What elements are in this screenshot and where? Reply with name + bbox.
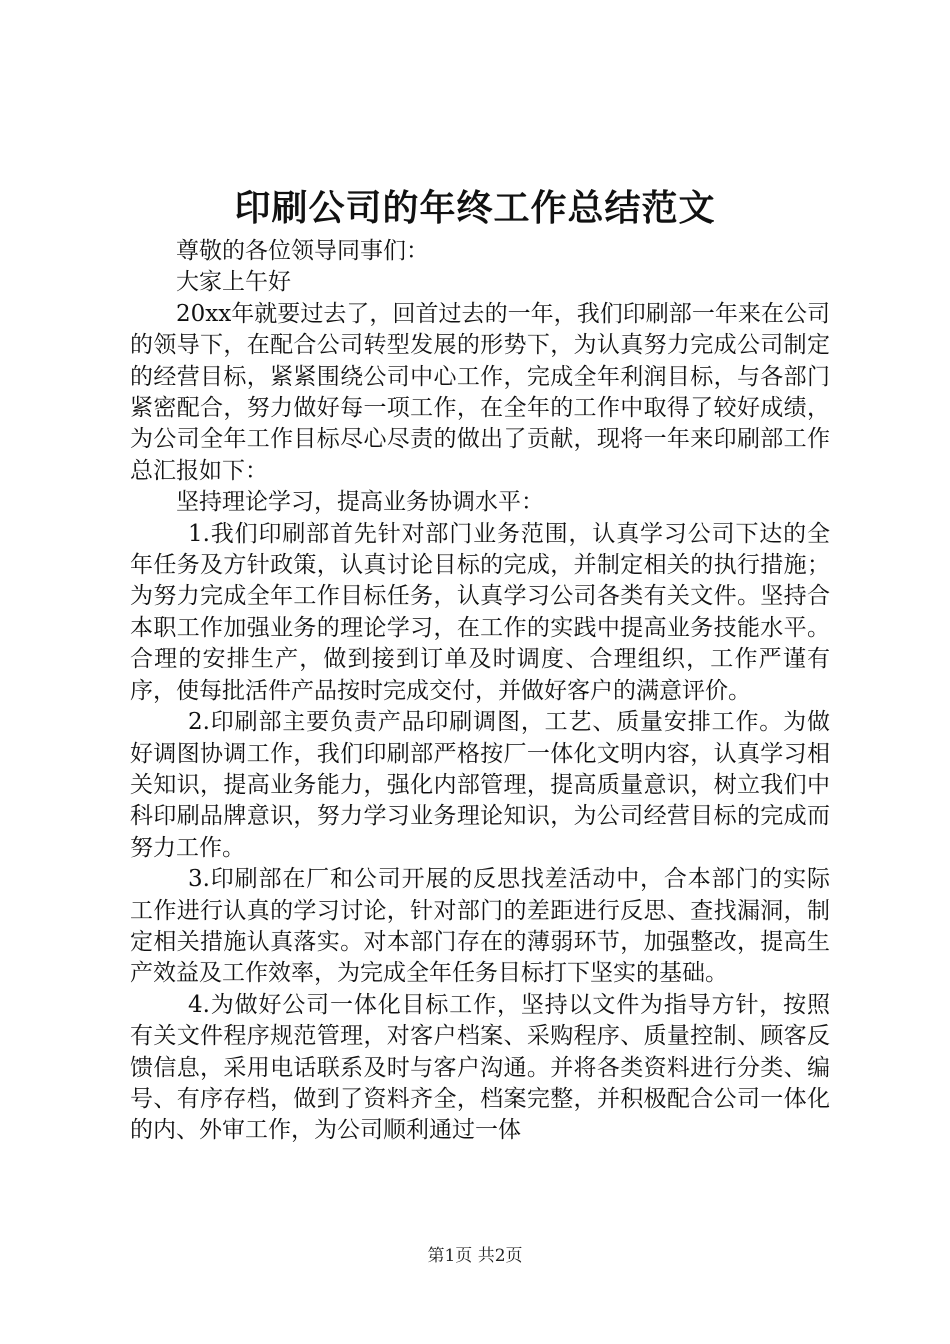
numbered-paragraph-4: 4.为做好公司一体化目标工作，坚持以文件为指导方针，按照有关文件程序规范管理，对客户档案、采购程序、质量控制、顾客反馈信息，采用电话联系及时与客户沟通。并将各类资料进行分类、编号、有序存档，做到了资料齐全，档案完整，并积极配合公司一体化的内、外审工作，为公司顺利通过一体 — [130, 991, 830, 1144]
greeting: 大家上午好 — [176, 269, 291, 296]
salutation: 尊敬的各位领导同事们： — [176, 238, 429, 264]
page-number-footer: 第1页 共2页 — [427, 1246, 523, 1266]
numbered-paragraph-1: 1.我们印刷部首先针对部门业务范围，认真学习公司下达的全年任务及方针政策，认真讨论目标的完成，并制定相关的执行措施；为努力完成全年工作目标任务，认真学习公司各类有关文件。坚持合本职工作加强业务的理论学习，在工作的实践中提高业务技能水平。合理的安排生产，做到接到订单及时调度、合理组织，工作严谨有序，使每批活件产品按时完成交付，并做好客户的满意评价。 — [130, 520, 830, 704]
document-title: 印刷公司的年终工作总结范文 — [234, 187, 716, 229]
document-body — [130, 236, 830, 1147]
section-heading: 坚持理论学习，提高业务协调水平： — [176, 489, 544, 516]
numbered-paragraph-2: 2.印刷部主要负责产品印刷调图，工艺、质量安排工作。为做好调图协调工作，我们印刷部严格按厂一体化文明内容，认真学习相关知识，提高业务能力，强化内部管理，提高质量意识，树立我们中科印刷品牌意识，努力学习业务理论知识，为公司经营目标的完成而努力工作。 — [130, 709, 830, 861]
intro-paragraph: 20xx年就要过去了，回首过去的一年，我们印刷部一年来在公司的领导下，在配合公司转型发展的形势下，为认真努力完成公司制定的经营目标，紧紧围绕公司中心工作，完成全年利润目标，与各部门紧密配合，努力做好每一项工作，在全年的工作中取得了较好成绩，为公司全年工作目标尽心尽责的做出了贡献，现将一年来印刷部工作总汇报如下： — [130, 300, 830, 484]
numbered-paragraph-3: 3.印刷部在厂和公司开展的反思找差活动中，合本部门的实际工作进行认真的学习讨论，针对部门的差距进行反思、查找漏洞，制定相关措施认真落实。对本部门存在的薄弱环节，加强整改，提高生产效益及工作效率，为完成全年任务目标打下坚实的基础。 — [130, 866, 830, 987]
